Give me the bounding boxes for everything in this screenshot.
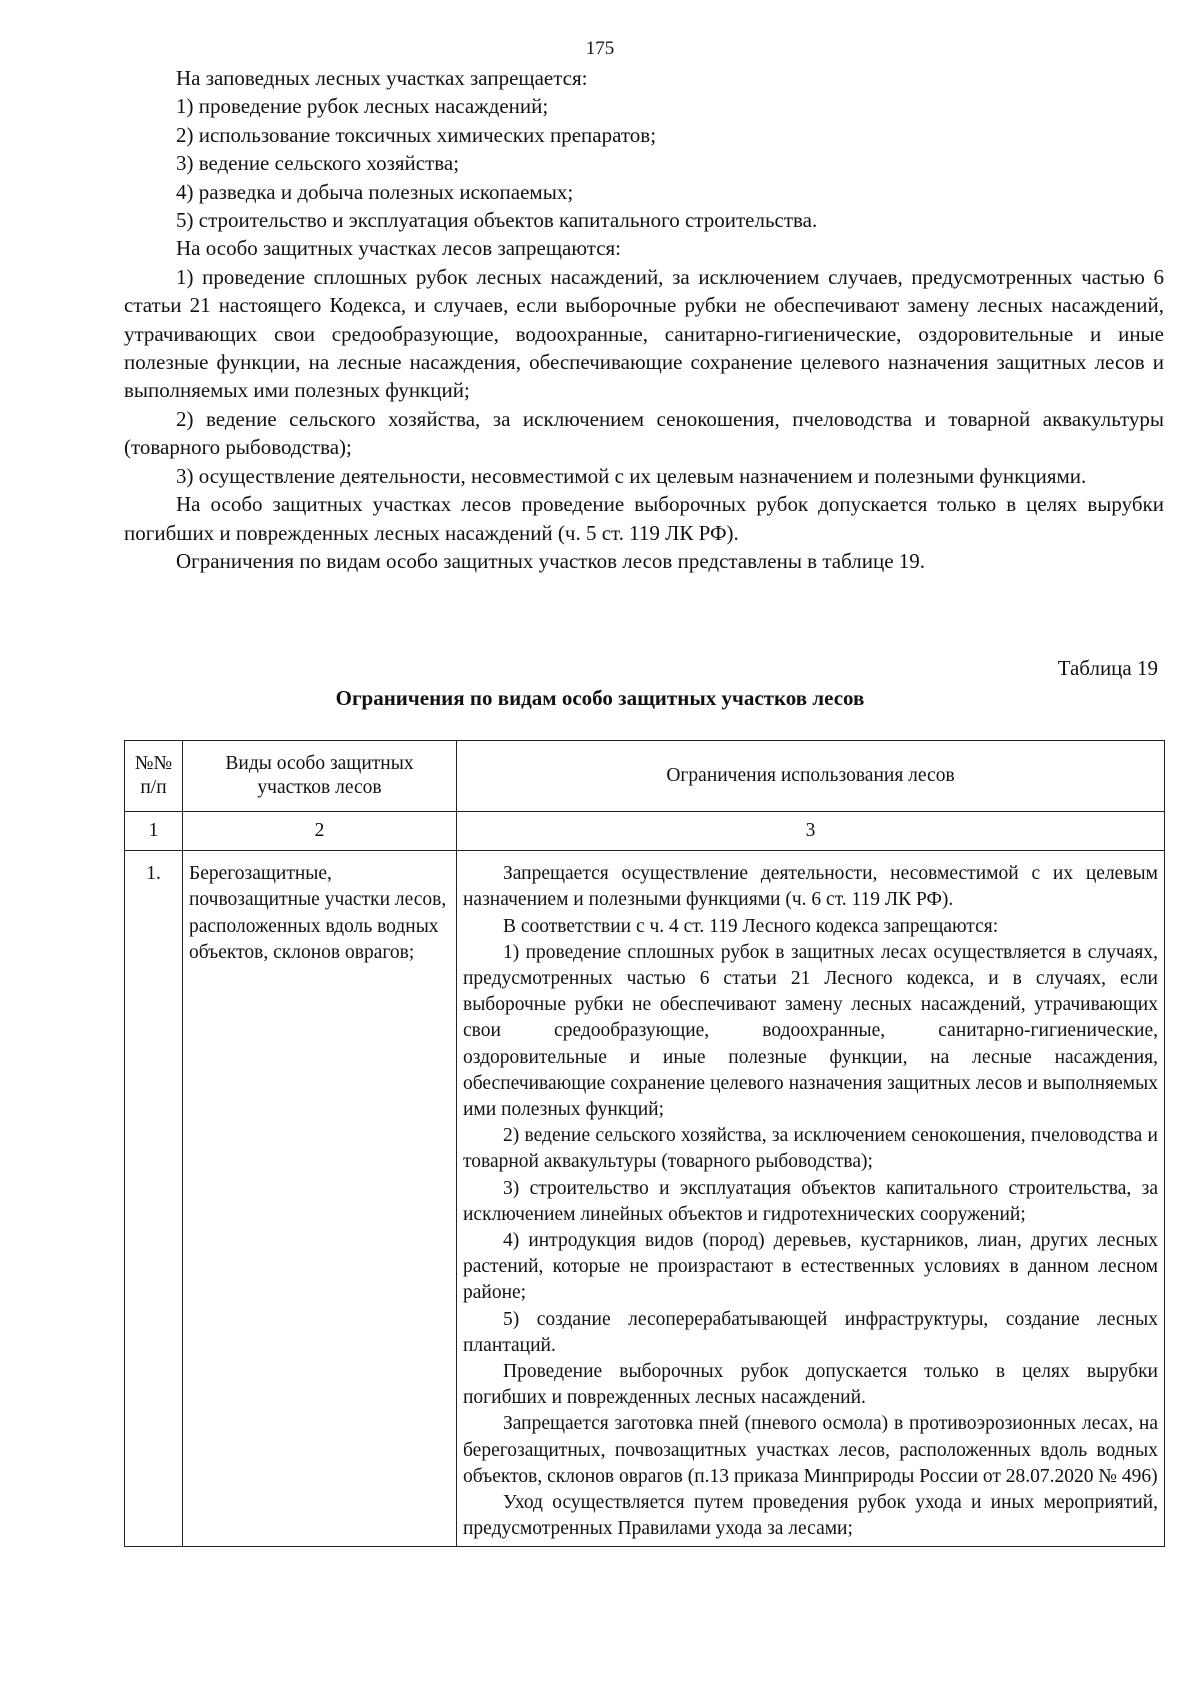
restriction-paragraph: 4) интродукция видов (пород) деревьев, кустарников, лиан, других лесных растений, которые не произрастают в естественных условиях в данном лесном районе; — [463, 1230, 1158, 1304]
list-item: 3) ведение сельского хозяйства; — [176, 151, 460, 176]
column-number: 1 — [125, 812, 183, 851]
header-restrictions: Ограничения использования лесов — [457, 741, 1165, 812]
header-num: №№ п/п — [125, 741, 183, 812]
header-type: Виды особо защитных участков лесов — [183, 741, 457, 812]
restriction-paragraph: Запрещается осуществление деятельности, несовместимой с их целевым назначением и полезными функциями (ч. 6 ст. 119 ЛК РФ). — [463, 863, 1158, 911]
restriction-paragraph: Проведение выборочных рубок допускается только в целях вырубки погибших и поврежденных лесных насаждений. — [463, 1361, 1158, 1409]
list-item: 2) ведение сельского хозяйства, за исключением сенокошения, пчеловодства и товарной аквакультуры (товарного рыбоводства); — [124, 406, 1164, 460]
paragraph-selective-cutting: На особо защитных участках лесов проведение выборочных рубок допускается только в целях вырубки погибших и поврежденных лесных насаждений (ч. 5 ст. 119 ЛК РФ). — [124, 492, 1164, 545]
table-row — [125, 851, 1165, 1547]
row-area-type: Берегозащитные, почвозащитные участки лесов, расположенных вдоль водных объектов, склонов оврагов; — [183, 851, 457, 1547]
paragraph-table-reference: Ограничения по видам особо защитных участков лесов представлены в таблице 19. — [176, 548, 926, 573]
table-label: Таблица 19 — [1057, 656, 1158, 680]
column-number: 3 — [457, 812, 1165, 851]
column-number-row — [125, 812, 1165, 851]
row-restrictions — [457, 851, 1165, 1547]
restriction-paragraph: В соответствии с ч. 4 ст. 119 Лесного кодекса запрещаются: — [503, 915, 999, 937]
paragraph-intro-protective: На особо защитных участках лесов запрещаются: — [176, 236, 622, 261]
column-number: 2 — [183, 812, 457, 851]
list-item: 2) использование токсичных химических препаратов; — [176, 122, 657, 147]
restriction-paragraph: 1) проведение сплошных рубок в защитных лесах осуществляется в случаях, предусмотренных частью 6 статьи 21 Лесного кодекса, и в случаях, если выборочные рубки не обеспечивают замену лесных насаждений, утрачивающих свои средообразующие, водоохранные, санитарно-гигиенические, оздоровительные и иные полезные функции, на лесные насаждения, обеспечивающие сохранение целевого назначения защитных лесов и выполняемых ими полезных функций; — [463, 941, 1158, 1121]
page-number: 175 — [585, 38, 615, 59]
restriction-paragraph: Уход осуществляется путем проведения рубок ухода и иных мероприятий, предусмотренных Правилами ухода за лесами; — [463, 1492, 1158, 1540]
table-title: Ограничения по видам особо защитных участков лесов — [335, 686, 865, 710]
body-text — [124, 64, 1164, 575]
list-item: 3) осуществление деятельности, несовместимой с их целевым назначением и полезными функциями. — [176, 463, 1087, 488]
list-item: 5) строительство и эксплуатация объектов капитального строительства. — [176, 208, 818, 233]
restriction-paragraph: 2) ведение сельского хозяйства, за исключением сенокошения, пчеловодства и товарной аквакультуры (товарного рыбоводства); — [463, 1125, 1158, 1173]
restriction-paragraph: Запрещается заготовка пней (пневого осмола) в противоэрозионных лесах, на берегозащитных, почвозащитных участках лесов, расположенных вдоль водных объектов, склонов оврагов (п.13 приказа Минприроды России от 28.07.2020 № 496) — [463, 1413, 1158, 1487]
restriction-paragraph: 3) строительство и эксплуатация объектов капитального строительства, за исключением линейных объектов и гидротехнических сооружений; — [463, 1177, 1158, 1225]
paragraph-intro-reserved: На заповедных лесных участках запрещается: — [176, 66, 588, 90]
list-item: 1) проведение сплошных рубок лесных насаждений, за исключением случаев, предусмотренных частью 6 статьи 21 настоящего Кодекса, и случаев, если выборочные рубки не обеспечивают замену лесных насаждений, утрачивающих свои средообразующие, водоохранные, санитарно-гигиенические, оздоровительные и иные полезные функции, на лесные насаждения, обеспечивающие сохранение целевого назначения защитных лесов и выполняемых ими полезных функций; — [124, 264, 1164, 403]
row-number: 1. — [125, 851, 183, 1547]
table-header-row — [125, 741, 1165, 812]
list-item: 1) проведение рубок лесных насаждений; — [176, 94, 549, 119]
list-item: 4) разведка и добыча полезных ископаемых; — [176, 179, 574, 204]
restrictions-table — [124, 740, 1165, 1547]
restriction-paragraph: 5) создание лесоперерабатывающей инфраструктуры, создание лесных плантаций. — [463, 1308, 1158, 1356]
